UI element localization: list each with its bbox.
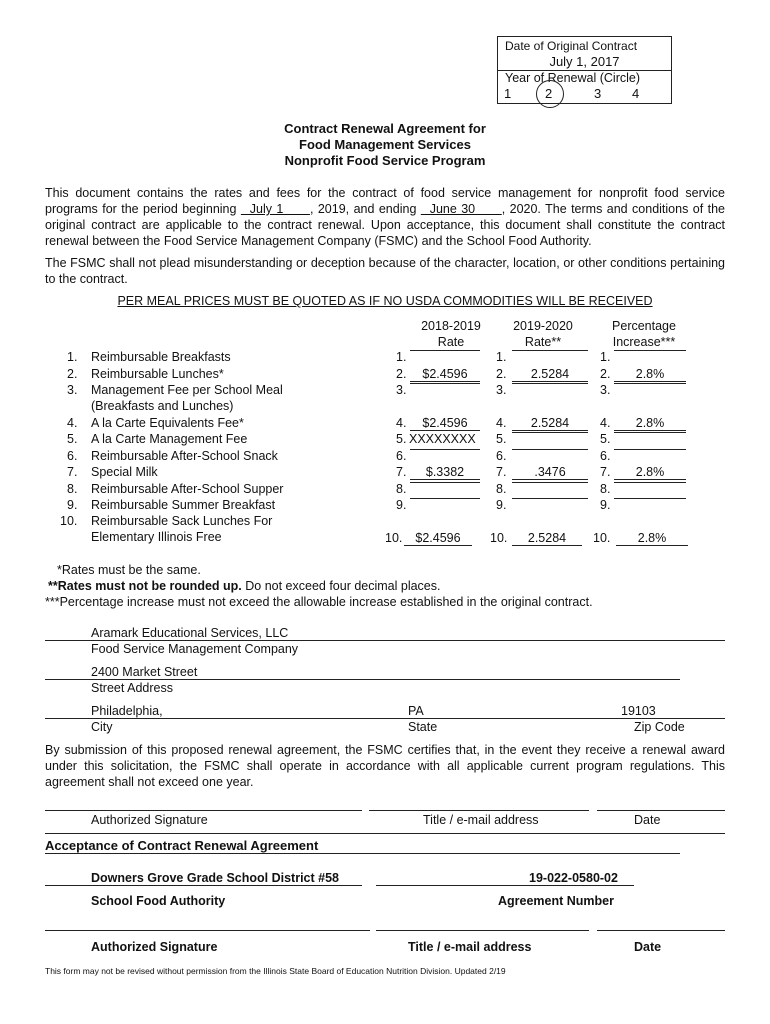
intro-text-3: , 2020. The terms and conditions of the original contract are applicable to the contract renewal. Upon acceptance, this document shall constitute the contract renewal between the Food Service Management Company (FSMC) and the School Food Authority. [45, 202, 725, 248]
renewal-year-1[interactable]: 1 [504, 86, 512, 101]
rate-2019-number: 8. [496, 482, 507, 496]
note-rounding-bold: **Rates must not be rounded up. [48, 579, 242, 593]
percent-value[interactable] [614, 432, 686, 433]
rate-2019-number: 1. [496, 350, 507, 364]
fsmc-state-label: State [408, 720, 438, 734]
fsmc-title-label: Title / e-mail address [423, 813, 539, 827]
original-contract-date-label: Date of Original Contract [505, 39, 638, 53]
fsmc-street-line [45, 679, 680, 680]
item-number: 10. [60, 514, 78, 528]
percent-value[interactable] [614, 482, 686, 483]
item-label: Reimbursable Sack Lunches For [91, 514, 273, 528]
item-label: Reimbursable Lunches* [91, 367, 224, 381]
rate-2019-number: 3. [496, 383, 507, 397]
item-number: 1. [67, 350, 78, 364]
percent-number: 9. [600, 498, 611, 512]
fsmc-company-value[interactable]: Aramark Educational Services, LLC [91, 626, 289, 640]
sfa-title-label: Title / e-mail address [408, 940, 532, 954]
acceptance-top-line [45, 833, 725, 834]
rate-2018-number: 2. [396, 367, 407, 381]
rate-2019-value[interactable]: 2.5284 [512, 531, 582, 546]
fsmc-signature-line[interactable] [45, 810, 362, 811]
item-label-line2: Elementary Illinois Free [91, 530, 222, 544]
col-2018-subtitle: Rate [437, 335, 465, 349]
fsmc-date-line[interactable] [597, 810, 725, 811]
percent-number: 5. [600, 432, 611, 446]
item-label-line2: (Breakfasts and Lunches) [91, 399, 234, 413]
sfa-name-value[interactable]: Downers Grove Grade School District #58 [91, 871, 339, 885]
renewal-year-2[interactable]: 2 [545, 86, 553, 101]
fsmc-company-label: Food Service Management Company [91, 642, 299, 656]
percent-number: 6. [600, 449, 611, 463]
item-label: A la Carte Management Fee [91, 432, 248, 446]
item-label: Management Fee per School Meal [91, 383, 283, 397]
rate-2019-value[interactable] [512, 350, 588, 351]
fsmc-address-line [45, 718, 725, 719]
item-label: Reimbursable After-School Supper [91, 482, 284, 496]
acceptance-heading: Acceptance of Contract Renewal Agreement [45, 838, 319, 853]
rate-2018-value[interactable] [410, 482, 480, 483]
rate-2019-number: 5. [496, 432, 507, 446]
rate-2018-number: 9. [396, 498, 407, 512]
rate-2018-number: 10. [385, 531, 403, 545]
agreement-number-label: Agreement Number [498, 894, 614, 908]
intro-paragraph [45, 185, 725, 249]
fsmc-company-line [45, 640, 725, 641]
rate-2019-value[interactable] [512, 482, 588, 483]
fsmc-date-label: Date [634, 813, 661, 827]
percent-value[interactable]: 2.8% [616, 531, 688, 546]
rate-2019-value[interactable]: .3476 [512, 465, 588, 480]
col-2019-title: 2019-2020 [513, 319, 573, 333]
item-label: Special Milk [91, 465, 158, 479]
fsmc-city-value[interactable]: Philadelphia, [91, 704, 163, 718]
percent-number: 3. [600, 383, 611, 397]
agreement-number-line [376, 885, 634, 886]
sfa-signature-label: Authorized Signature [91, 940, 218, 954]
item-number: 7. [67, 465, 78, 479]
percent-value[interactable]: 2.8% [614, 416, 686, 431]
note-percentage: ***Percentage increase must not exceed the allowable increase established in the original contract. [45, 595, 593, 609]
rate-2019-number: 10. [490, 531, 508, 545]
rate-2018-value[interactable]: $2.4596 [404, 531, 472, 546]
acceptance-heading-line [45, 853, 680, 854]
percent-number: 7. [600, 465, 611, 479]
percent-value[interactable] [614, 383, 686, 384]
col-2018-title: 2018-2019 [421, 319, 481, 333]
fsmc-zip-label: Zip Code [634, 720, 685, 734]
intro-text-1: This document contains the rates and fees for the contract of food service management for nonprofit food service programs for the period beginning [45, 186, 725, 216]
percent-value[interactable] [614, 498, 686, 499]
rate-2019-value[interactable]: 2.5284 [512, 367, 588, 382]
rate-2018-number: 8. [396, 482, 407, 496]
percent-number: 1. [600, 350, 611, 364]
note-rates-same: *Rates must be the same. [57, 563, 201, 577]
percent-value[interactable] [614, 350, 686, 351]
rate-2018-number: 6. [396, 449, 407, 463]
rate-2019-value[interactable]: 2.5284 [512, 416, 588, 431]
rate-2019-number: 9. [496, 498, 507, 512]
rate-2019-number: 6. [496, 449, 507, 463]
rate-2018-number: 3. [396, 383, 407, 397]
rate-2018-value[interactable] [410, 498, 480, 499]
item-label: A la Carte Equivalents Fee* [91, 416, 244, 430]
percent-number: 2. [600, 367, 611, 381]
agreement-number-value[interactable]: 19-022-0580-02 [529, 871, 618, 885]
percent-value[interactable]: 2.8% [614, 367, 686, 382]
rate-2018-number: 5. [396, 432, 407, 446]
page-title-line2: Food Management Services [299, 137, 471, 152]
intro-text-2: , 2019, and ending [309, 202, 421, 216]
sfa-date-line[interactable] [597, 930, 725, 931]
renewal-year-3[interactable]: 3 [594, 86, 602, 101]
plead-paragraph: The FSMC shall not plead misunderstanding or deception because of the character, location, or other conditions pertaining to the contract. [45, 256, 725, 286]
item-number: 8. [67, 482, 78, 496]
rate-2018-value[interactable] [410, 449, 480, 450]
period-end-date[interactable]: June 30 [420, 202, 502, 216]
percent-value[interactable] [614, 449, 686, 450]
rate-2018-number: 4. [396, 416, 407, 430]
fsmc-title-line[interactable] [369, 810, 589, 811]
item-number: 9. [67, 498, 78, 512]
footer-note: This form may not be revised without permission from the Illinois State Board of Education Nutrition Division. Updated 2/19 [45, 966, 506, 976]
rate-2018-value[interactable]: $2.4596 [410, 367, 480, 382]
rate-2019-number: 2. [496, 367, 507, 381]
rate-2019-value[interactable] [512, 449, 588, 450]
rate-2019-value[interactable] [512, 498, 588, 499]
col-percent-subtitle: Increase*** [612, 335, 676, 349]
fsmc-zip-value[interactable]: 19103 [621, 704, 656, 718]
percent-number: 8. [600, 482, 611, 496]
fsmc-state-value[interactable]: PA [408, 704, 424, 718]
col-2018-header [406, 318, 496, 350]
item-number: 6. [67, 449, 78, 463]
percent-value[interactable]: 2.8% [614, 465, 686, 480]
rate-2018-value[interactable] [410, 383, 480, 384]
rate-2018-value[interactable]: XXXXXXXX [409, 432, 476, 446]
item-number: 5. [67, 432, 78, 446]
fsmc-street-label: Street Address [91, 681, 173, 695]
item-number: 2. [67, 367, 78, 381]
rate-2019-number: 4. [496, 416, 507, 430]
renewal-year-label: Year of Renewal (Circle) [505, 71, 641, 85]
rate-2018-number: 1. [396, 350, 407, 364]
rate-2018-number: 7. [396, 465, 407, 479]
certification-paragraph: By submission of this proposed renewal agreement, the FSMC certifies that, in the event they receive a renewal award under this solicitation, the FSMC shall operate in accordance with all applicable current program regulations. This agreement shall not exceed one year. [45, 743, 725, 789]
note-rounding [48, 579, 440, 593]
col-percent-header [597, 318, 691, 350]
col-2019-subtitle: Rate** [524, 335, 562, 349]
fsmc-street-value[interactable]: 2400 Market Street [91, 665, 198, 679]
original-contract-date-value: July 1, 2017 [549, 54, 620, 69]
sfa-label: School Food Authority [91, 894, 226, 908]
rate-2019-value[interactable] [512, 432, 588, 433]
item-number: 4. [67, 416, 78, 430]
fsmc-signature-label: Authorized Signature [91, 813, 208, 827]
renewal-year-4[interactable]: 4 [632, 86, 640, 101]
col-2019-header [498, 318, 588, 350]
item-label: Reimbursable After-School Snack [91, 449, 278, 463]
col-percent-title: Percentage [612, 319, 676, 333]
rate-2019-value[interactable] [512, 383, 588, 384]
rate-2018-value[interactable]: $2.4596 [410, 416, 480, 431]
period-begin-date[interactable]: July 1 [240, 202, 310, 216]
sfa-date-label: Date [634, 940, 662, 954]
sfa-title-line[interactable] [376, 930, 589, 931]
fsmc-city-label: City [91, 720, 113, 734]
rate-2018-value[interactable]: $.3382 [410, 465, 480, 480]
page-title-line3: Nonprofit Food Service Program [284, 153, 486, 168]
item-number: 3. [67, 383, 78, 397]
item-label: Reimbursable Breakfasts [91, 350, 231, 364]
rate-2018-value[interactable] [410, 350, 480, 351]
sfa-name-line [45, 885, 362, 886]
quote-notice: PER MEAL PRICES MUST BE QUOTED AS IF NO USDA COMMODITIES WILL BE RECEIVED [117, 294, 653, 308]
page-title-line1: Contract Renewal Agreement for [284, 121, 486, 136]
percent-number: 10. [593, 531, 611, 545]
rate-2019-number: 7. [496, 465, 507, 479]
renewal-year-circle [536, 80, 564, 108]
note-rounding-rest: Do not exceed four decimal places. [241, 579, 441, 593]
item-label: Reimbursable Summer Breakfast [91, 498, 276, 512]
sfa-signature-line[interactable] [45, 930, 370, 931]
percent-number: 4. [600, 416, 611, 430]
